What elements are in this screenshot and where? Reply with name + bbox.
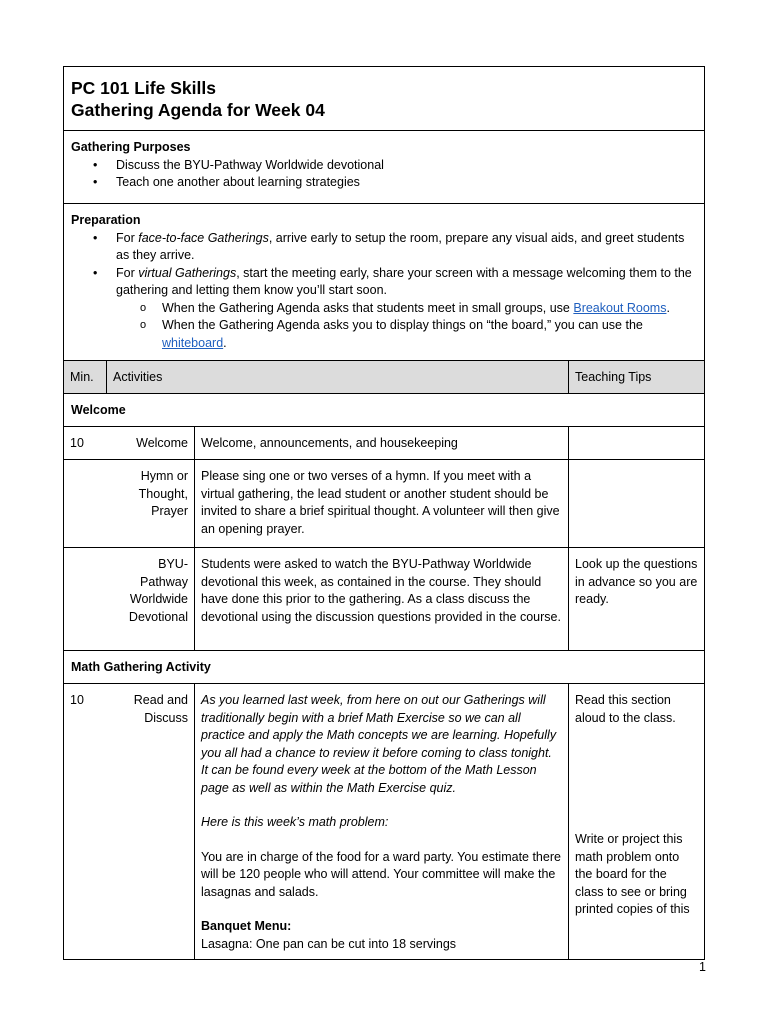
agenda-title: Gathering Agenda for Week 04 <box>71 100 325 120</box>
purposes-heading: Gathering Purposes <box>71 140 191 154</box>
course-title: PC 101 Life Skills <box>71 78 216 98</box>
table-header <box>64 361 704 394</box>
math-problem: You are in charge of the food for a ward party. You estimate there will be 120 people who will attend. Your committee will make the lasagnas and salads. <box>201 849 561 899</box>
min-cell <box>64 548 106 650</box>
text: , start the meeting early, share your screen with a message welcoming them to the gathering and letting them know you’ll start soon. <box>116 265 692 297</box>
table-row <box>64 460 704 548</box>
preparation-item <box>71 230 697 265</box>
purposes-list <box>71 157 697 192</box>
section-welcome: Welcome <box>64 394 704 427</box>
math-problem-label: Here is this week’s math problem: <box>201 815 389 829</box>
preparation-heading: Preparation <box>71 213 141 227</box>
preparation-list <box>71 230 697 300</box>
text: For <box>116 230 139 245</box>
tip-cell <box>568 460 704 547</box>
breakout-rooms-link[interactable]: Breakout Rooms <box>573 300 667 315</box>
menu-item: Lasagna: One pan can be cut into 18 servings <box>201 936 457 951</box>
purpose-item: • Teach one another about learning strategies <box>71 174 697 192</box>
min-cell <box>64 460 106 547</box>
min-cell: 10 <box>70 436 84 450</box>
title-block <box>64 67 704 131</box>
agenda-document <box>63 66 705 960</box>
col-min-header: Min. <box>70 370 94 384</box>
tip-read-aloud: Read this section aloud to the class. <box>575 693 676 725</box>
table-row <box>64 548 704 651</box>
preparation-subitem <box>71 300 697 318</box>
text: . <box>223 335 227 350</box>
tip-cell <box>568 684 704 959</box>
tip-cell <box>568 427 704 459</box>
text: When the Gathering Agenda asks that students meet in small groups, use <box>162 300 574 315</box>
activity-cell: Read and Discuss <box>133 693 188 725</box>
section-math-activity: Math Gathering Activity <box>64 651 704 684</box>
preparation-item <box>71 265 697 300</box>
emphasis: virtual Gatherings <box>138 265 237 280</box>
activity-cell: Welcome <box>136 436 188 450</box>
text: , arrive early to setup the room, prepare any visual aids, and greet students as they arrive. <box>116 230 685 262</box>
tip-cell: Look up the questions in advance so you are ready. <box>568 548 704 650</box>
col-activities-header: Activities <box>106 361 568 393</box>
detail-cell <box>194 684 568 959</box>
text: For <box>116 265 139 280</box>
table-row <box>64 684 704 960</box>
menu-heading: Banquet Menu: <box>201 919 292 933</box>
detail-cell: Please sing one or two verses of a hymn. If you meet with a virtual gathering, the lead student or another student should be invited to share a brief spiritual thought. A volunteer will then give an opening prayer. <box>194 460 568 547</box>
detail-cell: Welcome, announcements, and housekeeping <box>194 427 568 459</box>
text: When the Gathering Agenda asks you to display things on “the board,” you can use the <box>162 318 643 332</box>
emphasis: face-to-face Gatherings <box>138 230 269 245</box>
whiteboard-link[interactable]: whiteboard <box>162 335 224 350</box>
activity-cell: BYU-Pathway Worldwide Devotional <box>128 557 188 624</box>
gathering-purposes-section <box>64 131 704 204</box>
col-tips-header: Teaching Tips <box>568 361 704 393</box>
preparation-sublist <box>71 300 697 353</box>
tip-write-project: Write or project this math problem onto the board for the class to see or bring printed copies of this <box>575 832 690 916</box>
page-number: 1 <box>699 960 706 974</box>
math-intro: As you learned last week, from here on out our Gatherings will traditionally begin with a brief Math Exercise so we can all practice and apply the Math concepts we are learning. Hopefully you all had a chance to review it before coming to class tonight. It can be found every week at the bottom of the Math Lesson page as well as within the Math Exercise quiz. <box>201 693 557 795</box>
preparation-subitem <box>71 317 697 352</box>
min-cell: 10 <box>70 693 84 707</box>
purpose-item: • Discuss the BYU-Pathway Worldwide devotional <box>71 157 697 175</box>
activity-cell: Hymn or Thought, Prayer <box>138 469 188 518</box>
detail-cell: Students were asked to watch the BYU-Pathway Worldwide devotional this week, as contained in the course. They should have done this prior to the gathering. As a class discuss the devotional using the discussion questions provided in the course. <box>194 548 568 650</box>
table-row <box>64 427 704 460</box>
text: . <box>666 300 670 315</box>
preparation-section <box>64 204 704 361</box>
